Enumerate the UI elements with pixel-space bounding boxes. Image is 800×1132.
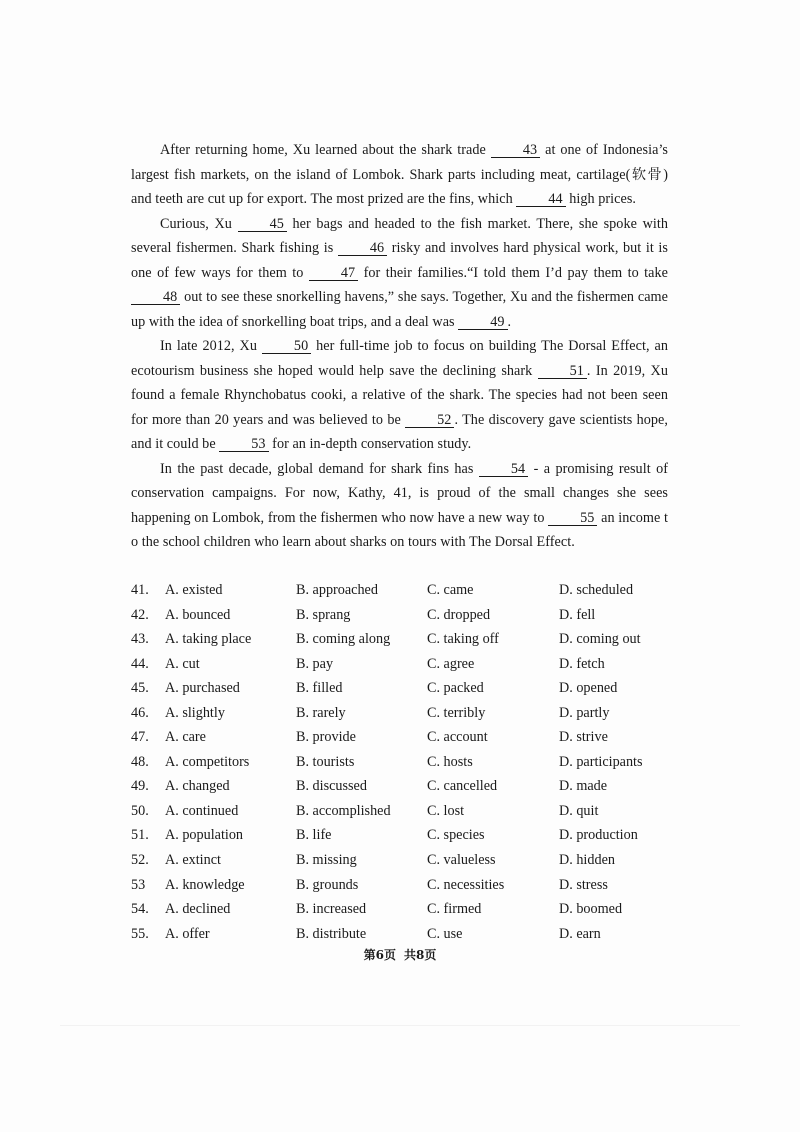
option-b: B. provide [296,729,356,746]
blank-50: 50 [262,339,311,354]
option-a: A. cut [165,655,200,672]
option-d: D. production [559,827,638,844]
paragraph-2 [131,212,668,335]
text: . [507,313,512,330]
option-row [131,875,691,900]
question-number: 48. [131,753,149,770]
option-d: D. hidden [559,852,615,869]
text: - a promising result of conservation campaigns. For now, Kathy, 41, is proud of the small changes she sees happening on Lombok, from the fishermen who now have a new way to [131,460,668,526]
option-row [131,703,691,728]
text: Curious, Xu [160,215,238,232]
question-number: 45. [131,680,149,697]
option-d: D. boomed [559,901,623,918]
text: her full-time job to focus on building The Dorsal Effect, an ecotourism business she hoped would help save the declining shark [131,338,668,379]
option-c: C. use [427,925,463,942]
answer-options [131,580,691,948]
option-c: C. account [427,729,488,746]
option-c: C. firmed [427,901,482,918]
option-c: C. dropped [427,606,491,623]
blank-53: 53 [219,437,268,452]
option-row [131,752,691,777]
option-b: B. increased [296,901,367,918]
question-number: 52. [131,852,149,869]
option-a: A. continued [165,802,239,819]
option-row [131,850,691,875]
option-row [131,776,691,801]
option-a: A. competitors [165,753,250,770]
option-row [131,580,691,605]
question-number: 47. [131,729,149,746]
text: risky and involves hard physical work, but it is one of few ways for them to [131,240,668,281]
option-row [131,727,691,752]
option-b: B. pay [296,655,334,672]
option-d: D. scheduled [559,582,634,598]
paragraph-4 [131,457,668,555]
option-c: C. lost [427,802,465,819]
text: out to see these snorkelling havens,” she says. Together, Xu and the fishermen came up with the idea of snorkelling boat trips, and a deal was [131,289,668,330]
option-a: A. slightly [165,704,225,721]
option-d: D. coming out [559,631,641,648]
option-b: B. accomplished [296,802,391,819]
text: for an in-depth conservation study. [268,436,472,452]
option-b: B. filled [296,680,343,697]
option-row [131,899,691,924]
option-a: A. offer [165,925,210,942]
blank-48: 48 [131,290,180,305]
option-d: D. opened [559,680,618,697]
question-number: 49. [131,778,149,795]
option-a: A. population [165,827,244,844]
option-b: B. rarely [296,704,346,721]
option-a: A. changed [165,778,230,795]
option-d: D. fetch [559,655,605,672]
option-b: B. coming along [296,631,391,648]
question-number: 50. [131,802,149,819]
blank-51: 51 [538,364,587,379]
option-c: C. hosts [427,753,473,770]
option-a: A. purchased [165,680,240,697]
option-row [131,825,691,850]
question-number: 55. [131,925,149,942]
text: After returning home, Xu learned about the shark trade [160,142,491,158]
text: In late 2012, Xu [160,338,262,354]
option-b: B. approached [296,582,378,598]
option-b: B. distribute [296,925,367,942]
paragraph-1 [131,138,668,212]
blank-44: 44 [516,192,565,207]
question-number: 46. [131,704,149,721]
option-d: D. participants [559,753,643,770]
option-a: A. bounced [165,606,231,623]
text: . In 2019, Xu found a female Rhynchobatus cooki, a relative of the shark. The species had not been seen for more than 20 years and was believed to be [131,362,668,428]
page-number: 第6页 [363,948,396,962]
option-a: A. knowledge [165,876,245,893]
option-c: C. cancelled [427,778,498,795]
option-b: B. sprang [296,606,351,623]
option-c: C. came [427,582,474,598]
option-c: C. terribly [427,704,486,721]
option-d: D. made [559,778,608,795]
option-c: C. taking off [427,631,499,648]
option-c: C. agree [427,655,475,672]
blank-54: 54 [479,462,528,477]
option-b: B. life [296,827,332,844]
blank-46: 46 [338,241,387,256]
option-b: B. missing [296,852,357,869]
option-c: C. species [427,827,485,844]
blank-45: 45 [238,217,287,232]
option-d: D. quit [559,802,599,819]
option-a: A. extinct [165,852,221,869]
text: an income t o the school children who learn about sharks on tours with The Dorsal Effect. [131,509,668,550]
option-c: C. valueless [427,852,496,869]
question-number: 51. [131,827,149,844]
text: . The discovery gave scientists hope, and it could be [131,411,668,452]
option-d: D. partly [559,704,610,721]
blank-52: 52 [405,413,454,428]
option-b: B. grounds [296,876,359,893]
option-c: C. packed [427,680,484,697]
option-row [131,801,691,826]
cloze-passage [131,138,668,555]
question-number: 42. [131,606,149,623]
option-d: D. strive [559,729,608,746]
page-total: 共8页 [404,948,437,962]
blank-49: 49 [458,315,507,330]
question-number: 54. [131,901,149,918]
text: In the past decade, global demand for shark fins has [160,460,479,477]
text: for their families.“I told them I’d pay them to take [358,264,669,281]
option-b: B. discussed [296,778,367,795]
question-number: 44. [131,655,149,672]
text: high prices. [565,191,637,207]
question-number: 53 [131,876,146,893]
option-row [131,605,691,630]
option-c: C. necessities [427,876,505,893]
scan-artifact-line [60,1025,740,1026]
option-row [131,924,691,949]
option-d: D. earn [559,925,601,942]
option-d: D. stress [559,876,608,893]
question-number: 43. [131,631,149,648]
option-a: A. declined [165,901,231,918]
blank-43: 43 [491,143,540,158]
paragraph-3 [131,334,668,457]
text: at one of Indonesia’s largest fish markets, on the island of Lombok. Shark parts including meat, cartilage(软骨) and teeth are cut up for export. The most prized are the fins, which [131,142,669,207]
option-d: D. fell [559,606,596,623]
option-row [131,654,691,679]
option-a: A. taking place [165,631,252,648]
option-row [131,678,691,703]
blank-55: 55 [548,511,597,526]
option-b: B. tourists [296,753,355,770]
text: her bags and headed to the fish market. There, she spoke with several fishermen. Shark fishing is [131,215,668,256]
option-a: A. existed [165,582,223,598]
blank-47: 47 [309,266,358,281]
page-footer [0,946,800,963]
question-number: 41. [131,582,149,598]
option-a: A. care [165,729,206,746]
option-row [131,629,691,654]
